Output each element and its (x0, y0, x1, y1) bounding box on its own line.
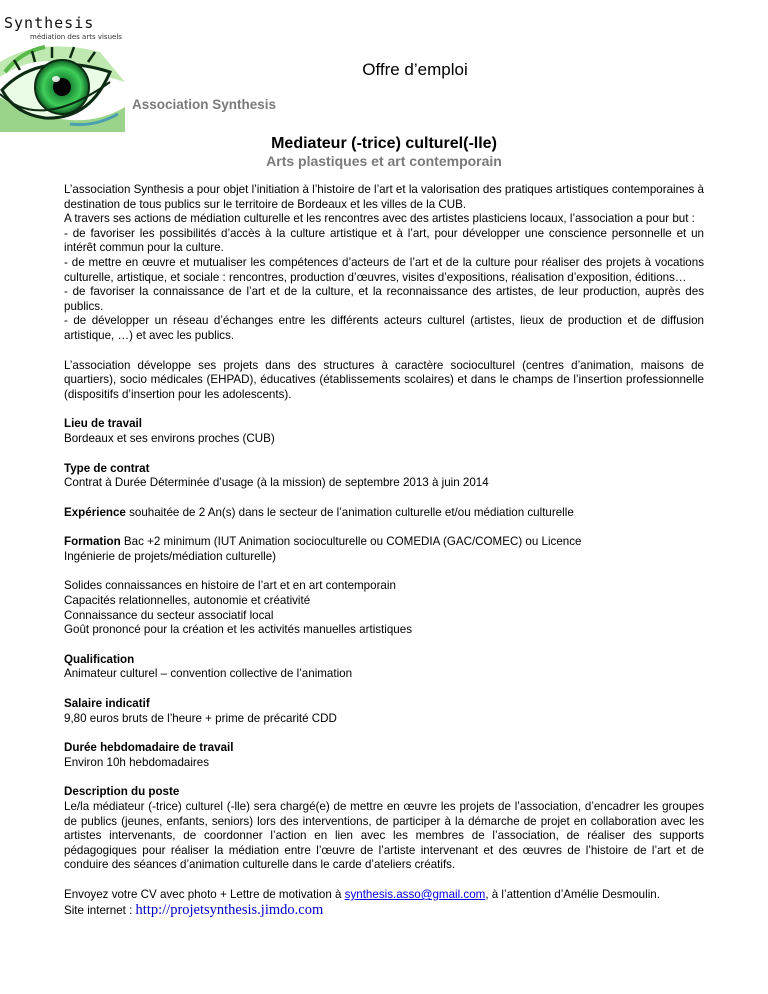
email-link[interactable]: synthesis.asso@gmail.com (344, 887, 486, 901)
job-description-value: Le/la médiateur (-trice) culturel (-lle) sera chargé(e) de mettre en œuvre les projets de l’association, d’encadrer les groupes de publics (jeunes, enfants, seniors) lors des interventions, de participer à la démarche de projet en collaboration avec les artistes intervenants, de coordonner l’action en lien avec les membres de l’association, de réaliser des supports pédagogiques pour réaliser la médiation entre l’œuvre de l’artiste intervenant et des œuvres de l’histoire de l’art et de conduire des séances d’animation culturelle dans le carde d’ateliers créatifs. (64, 800, 704, 872)
contract-label: Type de contrat (64, 461, 150, 475)
job-description-body (64, 183, 704, 918)
experience-line (64, 506, 704, 521)
job-subtitle: Arts plastiques et art contemporain (266, 153, 502, 169)
goal-item: - de favoriser la connaissance de l’art et de la culture, et la reconnaissance des artistes, de leur production, auprès des publics. (64, 285, 704, 313)
job-title: Mediateur (-trice) culturel(-lle) (271, 135, 497, 152)
website-prefix: Site internet : (64, 903, 136, 917)
skill-item: Goût prononcé pour la création et les activités manuelles artistiques (64, 623, 412, 637)
contact-suffix: , à l’attention d’Amélie Desmoulin. (485, 887, 660, 901)
intro-goals-lead: A travers ses actions de médiation culturelle et les rencontres avec des artistes plasticiens locaux, l’association a pour but : (64, 212, 695, 226)
salary-label: Salaire indicatif (64, 697, 150, 711)
skill-item: Connaissance du secteur associatif local (64, 608, 274, 622)
goal-item: - de développer un réseau d’échanges entre les différents acteurs culturel (artistes, lieux de production et de diffusion artistique, …) et avec les publics. (64, 314, 704, 342)
structures-paragraph: L’association développe ses projets dans des structures à caractère socioculturel (centres d’animation, maisons de quartiers), socio médicales (EHPAD), éducatives (établissements scolaires) et dans le champs de l’insertion professionnelle (dispositifs d’insertion pour les adolescents). (64, 358, 704, 401)
contact-line (64, 888, 704, 903)
website-line (64, 903, 704, 919)
job-description-label: Description du poste (64, 785, 180, 799)
logo-subtitle: médiation des arts visuels (30, 33, 122, 41)
workplace-value: Bordeaux et ses environs proches (CUB) (64, 431, 275, 445)
education-line (64, 535, 704, 550)
intro-paragraph: L’association Synthesis a pour objet l’initiation à l’histoire de l’art et la valorisation des pratiques artistiques contemporaines à destination de tous publics sur le territoire de Bordeaux et les villes de la CUB. (64, 183, 704, 211)
organization-name: Association Synthesis (132, 97, 277, 112)
workplace-label: Lieu de travail (64, 417, 142, 431)
eye-logo-icon (0, 42, 125, 132)
skill-item: Capacités relationnelles, autonomie et créativité (64, 594, 311, 608)
offer-title: Offre d’emploi (362, 60, 468, 79)
contract-value: Contrat à Durée Déterminée d’usage (à la mission) de septembre 2013 à juin 2014 (64, 476, 489, 490)
logo-title: Synthesis (4, 14, 95, 32)
goal-item: - de favoriser les possibilités d’accès à la culture artistique et à l’art, pour développer une conscience personnelle et un intérêt commun pour la culture. (64, 226, 704, 255)
education-label: Formation (64, 535, 121, 549)
weekly-hours-label: Durée hebdomadaire de travail (64, 741, 234, 755)
salary-value: 9,80 euros bruts de l’heure + prime de précarité CDD (64, 711, 337, 725)
education-value-cont: Ingénierie de projets/médiation culturelle) (64, 549, 277, 563)
goal-item: - de mettre en œuvre et mutualiser les compétences d’acteurs de l’art et de la culture pour réaliser des projets à vocations culturelle, artistique, et sociale : rencontres, production d’œuvres, visites d’expositions, réalisation d’exposition, éditions… (64, 255, 704, 284)
contact-prefix: Envoyez votre CV avec photo + Lettre de motivation à (64, 887, 345, 901)
qualification-value: Animateur culturel – convention collective de l’animation (64, 667, 353, 681)
qualification-label: Qualification (64, 652, 135, 666)
experience-label: Expérience (64, 505, 126, 519)
website-link[interactable]: http://projetsynthesis.jimdo.com (135, 901, 324, 918)
skill-item: Solides connaissances en histoire de l’art et en art contemporain (64, 579, 396, 593)
weekly-hours-value: Environ 10h hebdomadaires (64, 755, 210, 769)
education-value: Bac +2 minimum (IUT Animation socioculturelle ou COMEDIA (GAC/COMEC) ou Licence (120, 535, 582, 549)
experience-value: souhaitée de 2 An(s) dans le secteur de l’animation culturelle et/ou médiation culturelle (125, 505, 574, 519)
